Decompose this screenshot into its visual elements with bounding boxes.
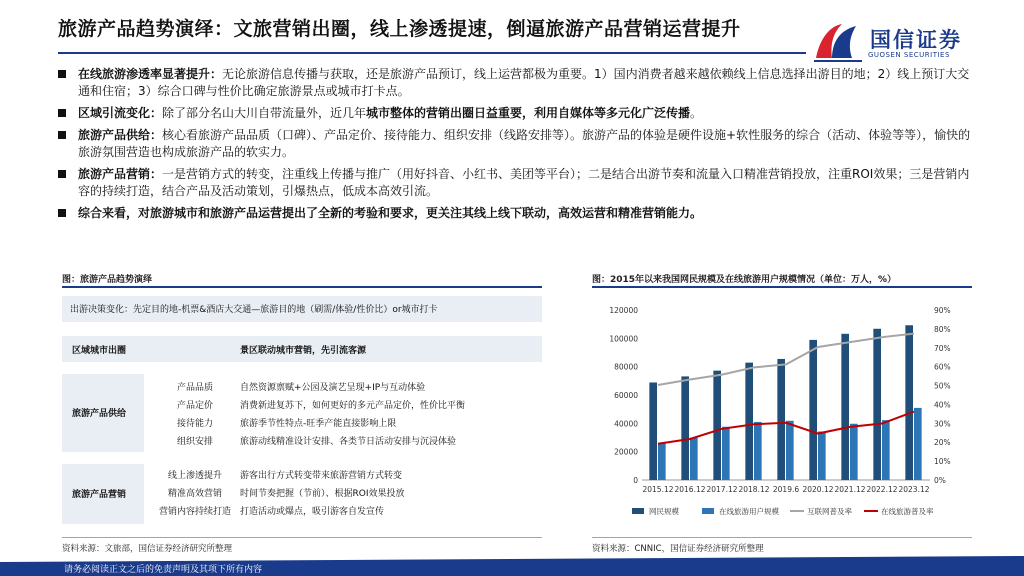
bar-online-travel	[850, 424, 858, 480]
y-right-tick-label: 60%	[934, 362, 951, 372]
logo-subtext: GUOSEN SECURITIES	[868, 51, 950, 59]
y-right-tick-label: 80%	[934, 324, 951, 334]
supply-block	[62, 374, 542, 452]
bullet-text: 除了部分名山大川自带流量外，近几年	[162, 106, 367, 120]
bullet-item	[56, 205, 976, 222]
legend-label: 互联网普及率	[807, 507, 852, 516]
trend-table	[62, 296, 542, 526]
supply-val: 旅游季节性特点-旺季产能直接影响上限	[240, 419, 397, 429]
y-right-tick-label: 70%	[934, 343, 951, 353]
legend-label: 在线旅游普及率	[881, 507, 934, 516]
legend-label: 网民规模	[649, 507, 679, 516]
y-left-tick-label: 60000	[614, 391, 638, 400]
bullet-list	[56, 66, 976, 227]
region-value: 景区联动城市营销，先引流客源	[240, 346, 367, 356]
bar-netizens	[649, 382, 657, 480]
legend-swatch	[632, 508, 644, 514]
supply-sub: 组织安排	[176, 437, 213, 447]
supply-head	[62, 374, 144, 452]
bar-netizens	[873, 329, 881, 480]
bar-online-travel	[722, 427, 730, 480]
supply-val: 消费新进复苏下，如何更好的多元产品定价，性价比平衡	[240, 401, 466, 411]
chart-svg	[592, 296, 972, 528]
guosen-logo-icon	[812, 18, 864, 64]
bullet-square-icon	[58, 70, 66, 78]
marketing-key: 旅游产品营销	[72, 490, 127, 500]
bullet-heading: 旅游产品营销：	[78, 167, 163, 181]
y-left-tick-label: 40000	[614, 419, 638, 429]
bar-netizens	[841, 334, 849, 480]
marketing-block	[62, 464, 542, 524]
right-caption-divider	[592, 286, 972, 288]
bar-online-travel	[818, 431, 826, 480]
y-right-tick-label: 30%	[934, 419, 951, 429]
bullet-text: 无论旅游信息传播与获取，还是旅游产品预订，线上运营都极为重要。1）国内消费者越来越依赖线上信息选择出游目的地；2）线上预订大交通和住宿；3）综合口碑与性价比确定旅游景点或城市打卡点。	[78, 67, 970, 98]
marketing-head	[62, 464, 144, 524]
marketing-val: 时间节奏把握（节前）、根据ROI效果投放	[240, 489, 405, 499]
user-scale-chart	[592, 296, 972, 528]
supply-val: 旅游动线精准设计安排、各类节日活动安排与沉浸体验	[240, 437, 457, 447]
y-left-tick-label: 20000	[614, 447, 638, 457]
x-tick-label: 2022.12	[866, 485, 898, 494]
y-right-tick-label: 0%	[934, 476, 946, 485]
marketing-sub: 线上渗透提升	[167, 471, 222, 481]
bullet-item	[56, 127, 976, 161]
left-figure-source: 资料来源：文旅部，国信证券经济研究所整理	[62, 544, 233, 554]
legend-label: 在线旅游用户规模	[719, 507, 779, 516]
bullet-heading: 区域引流变化：	[78, 106, 163, 120]
marketing-val: 游客出行方式转变带来旅游营销方式转变	[240, 471, 403, 481]
bullet-heading: 在线旅游渗透率显著提升：	[78, 67, 223, 81]
bar-netizens	[905, 325, 913, 480]
header-divider	[58, 52, 806, 54]
legend-swatch	[702, 508, 714, 514]
y-left-tick-label: 0	[633, 476, 638, 485]
bullet-heading: 旅游产品供给：	[78, 128, 163, 142]
logo-text: 国信证券	[870, 28, 962, 52]
bar-netizens	[681, 376, 689, 480]
y-right-tick-label: 90%	[934, 306, 951, 315]
bar-online-travel	[786, 421, 794, 480]
y-left-tick-label: 100000	[609, 334, 638, 344]
x-tick-label: 2016.12	[674, 485, 706, 494]
bar-online-travel	[754, 422, 762, 480]
right-figure-source: 资料来源：CNNIC，国信证券经济研究所整理	[592, 544, 764, 554]
region-row	[62, 336, 542, 362]
bar-netizens	[745, 363, 753, 480]
x-tick-label: 2015.12	[642, 485, 674, 494]
supply-key: 旅游产品供给	[72, 409, 127, 419]
marketing-sub: 精准高效营销	[167, 489, 222, 499]
bullet-square-icon	[58, 109, 66, 117]
bar-online-travel	[882, 420, 890, 480]
x-tick-label: 2019.6	[772, 485, 800, 494]
right-figure-caption: 图：2015年以来我国网民规模及在线旅游用户规模情况（单位：万人，%）	[592, 275, 897, 285]
supply-sub: 产品品质	[176, 383, 213, 393]
supply-val: 自然资源禀赋+公园及演艺呈现+IP与互动体验	[240, 383, 426, 393]
bar-online-travel	[658, 443, 666, 480]
bullet-emphasis: 城市整体的营销出圈日益重要，利用自媒体等多元化广泛传播	[366, 106, 691, 120]
bullet-square-icon	[58, 170, 66, 178]
left-figure-caption: 图：旅游产品趋势演绎	[62, 275, 153, 285]
bar-netizens	[777, 359, 785, 480]
y-right-tick-label: 50%	[934, 381, 951, 391]
x-tick-label: 2023.12	[898, 485, 930, 494]
y-left-tick-label: 120000	[609, 306, 638, 315]
supply-sub: 接待能力	[176, 419, 213, 429]
right-source-divider	[592, 537, 972, 538]
x-tick-label: 2017.12	[706, 485, 738, 494]
bullet-square-icon	[58, 209, 66, 217]
marketing-val: 打造活动或爆点，吸引游客自发宣传	[240, 507, 385, 517]
decision-row: 出游决策变化：先定目的地-机票&酒店大交通—旅游目的地（刷需/体验/性价比）or城市打卡	[62, 296, 542, 322]
bullet-text: 核心看旅游产品品质（口碑）、产品定价、接待能力、组织安排（线路安排等）。旅游产品的体验是硬件设施+软性服务的综合（活动、体验等等），愉快的旅游氛围营造也构成旅游产品的软实力。	[78, 128, 971, 159]
page-title: 旅游产品趋势演绎：文旅营销出圈，线上渗透提速，倒逼旅游产品营销运营提升	[58, 18, 741, 40]
bar-online-travel	[914, 408, 922, 480]
x-tick-label: 2020.12	[802, 485, 834, 494]
bullet-item	[56, 166, 976, 200]
bullet-text: 一是营销方式的转变，注重线上传播与推广（用好抖音、小红书、美团等平台）；二是结合出游节奏和流量入口精准营销投放，注重ROI效果；三是营销内容的持续打造，结合产品及活动策划，引爆热点，低成本高效引流。	[78, 167, 970, 198]
company-logo	[812, 18, 982, 66]
left-source-divider	[62, 537, 542, 538]
left-caption-divider	[62, 286, 542, 288]
y-right-tick-label: 40%	[934, 400, 951, 410]
marketing-sub: 营销内容持续打造	[158, 507, 231, 517]
bullet-heading: 综合来看，对旅游城市和旅游产品运营提出了全新的考验和要求，更关注其线上线下联动，高效运营和精准营销能力。	[78, 206, 703, 220]
y-right-tick-label: 10%	[934, 457, 951, 467]
footer-disclaimer: 请务必阅读正文之后的免责声明及其项下所有内容	[64, 565, 263, 575]
bullet-item	[56, 66, 976, 100]
bar-netizens	[713, 371, 721, 480]
bullet-square-icon	[58, 131, 66, 139]
bar-online-travel	[690, 438, 698, 480]
region-key: 区域城市出圈	[72, 346, 127, 356]
y-right-tick-label: 20%	[934, 438, 951, 448]
supply-sub: 产品定价	[176, 401, 213, 411]
x-tick-label: 2021.12	[834, 485, 866, 494]
bullet-text-tail: 。	[690, 106, 703, 120]
bullet-item	[56, 105, 976, 122]
y-left-tick-label: 80000	[614, 362, 638, 372]
x-tick-label: 2018.12	[738, 485, 770, 494]
bar-netizens	[809, 340, 817, 480]
